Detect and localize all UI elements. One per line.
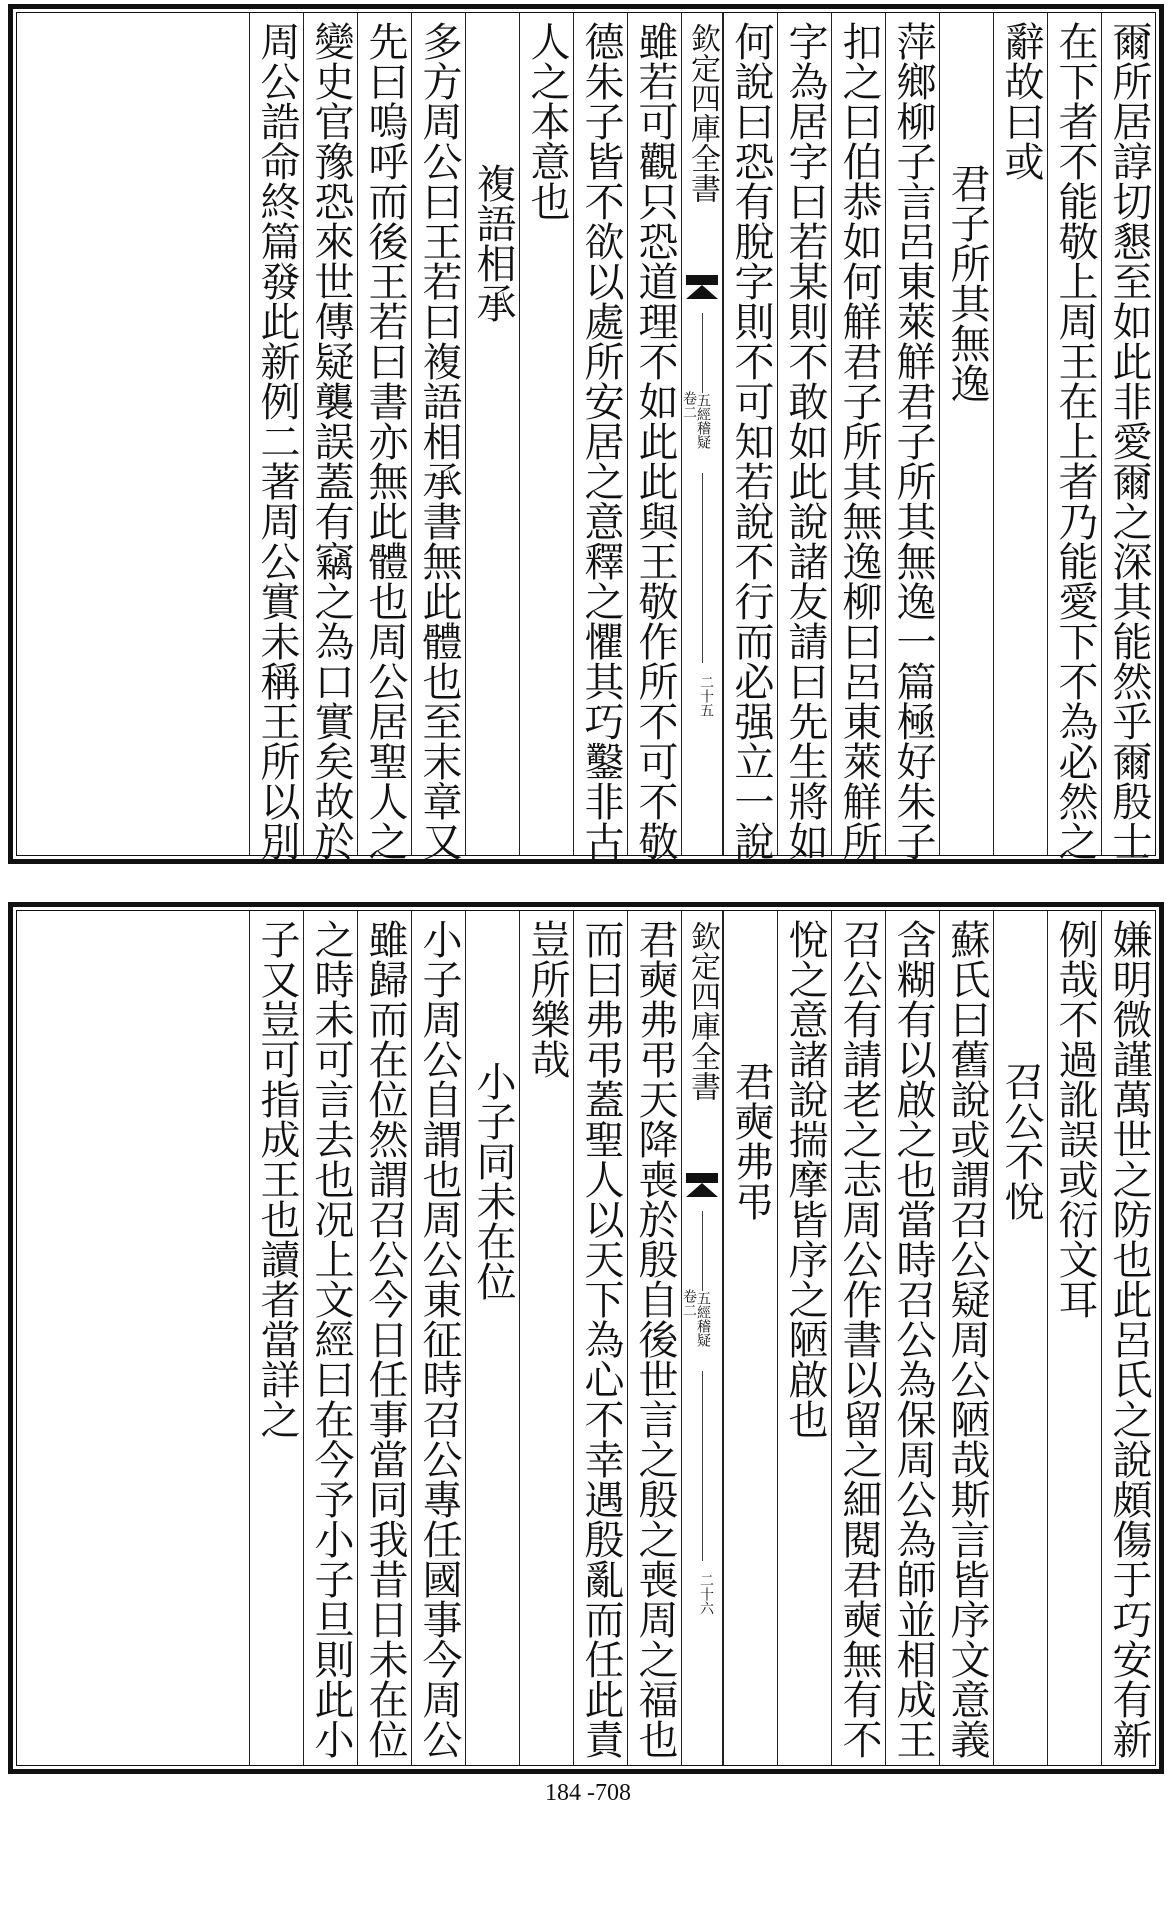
top-column <box>249 13 303 861</box>
top-column <box>627 13 681 861</box>
column-text: 人之本意也 <box>524 21 570 221</box>
top-column <box>777 13 831 861</box>
spine-title: 欽定四庫全書 <box>685 921 720 1101</box>
top-column <box>519 13 573 855</box>
top-columns <box>17 13 1155 861</box>
column-text: 周公誥命終篇發此新例二著周公實未稱王所以別 <box>254 21 300 861</box>
bottom-column <box>519 911 573 1765</box>
section-heading: 小子同未在位 <box>470 1061 516 1301</box>
spine-rule <box>702 1211 703 1291</box>
column-text: 雖歸而在位然謂召公今日任事當同我昔日未在位 <box>362 919 408 1759</box>
bottom-page <box>8 902 1164 1774</box>
column-text: 萍鄉柳子言呂東萊觧君子所其無逸一篇極好朱子 <box>890 21 936 861</box>
spine-book-title: 五經稽疑 <box>695 393 711 449</box>
bottom-column <box>303 911 357 1765</box>
top-column <box>303 13 357 861</box>
top-column <box>939 13 993 855</box>
column-text: 豈所樂哉 <box>524 919 570 1079</box>
top-column <box>465 13 519 855</box>
section-heading: 召公不悅 <box>998 1061 1044 1221</box>
top-column <box>1047 13 1101 861</box>
column-text: 扣之曰伯恭如何觧君子所其無逸柳曰呂東萊觧所 <box>836 21 882 861</box>
bottom-column <box>411 911 465 1765</box>
column-text: 悅之意諸說揣摩皆序之陋啟也 <box>782 919 828 1439</box>
bottom-column <box>777 911 831 1765</box>
spine-rule <box>702 1371 703 1561</box>
bottom-column <box>627 911 681 1765</box>
spine-book-title: 五經稽疑 <box>695 1291 711 1347</box>
section-heading: 君子所其無逸 <box>944 163 990 403</box>
bottom-column <box>993 911 1047 1765</box>
spine-page-number: 二十六 <box>698 1573 714 1615</box>
column-text: 字為居字曰若某則不敢如此說諸友請曰先生將如 <box>782 21 828 861</box>
top-column <box>885 13 939 861</box>
bottom-column <box>573 911 627 1765</box>
top-column <box>573 13 627 861</box>
column-text: 爾所居諄切懇至如此非愛爾之深其能然乎爾殷士 <box>1106 21 1152 861</box>
column-text: 變史官豫恐來世傳疑襲誤蓋有竊之為口實矣故於 <box>308 21 354 861</box>
bottom-column <box>357 911 411 1765</box>
column-text: 小子周公自謂也周公東征時召公專任國事今周公 <box>416 919 462 1759</box>
bottom-column <box>465 911 519 1765</box>
bottom-column <box>249 911 303 1765</box>
section-heading: 君奭弗弔 <box>728 1061 774 1221</box>
bottom-column <box>885 911 939 1765</box>
bottom-column <box>723 911 777 1765</box>
spine-rule <box>702 313 703 393</box>
spine-page-number: 二十五 <box>698 675 714 717</box>
column-text: 而曰弗弔蓋聖人以天下為心不幸遇殷亂而任此責 <box>578 919 624 1759</box>
top-column <box>357 13 411 861</box>
column-text: 何說曰恐有脫字則不可知若說不行而必强立一說 <box>728 21 774 861</box>
top-column <box>723 13 777 861</box>
top-column <box>411 13 465 861</box>
fishtail-mark-icon <box>686 275 718 299</box>
spine-title: 欽定四庫全書 <box>685 23 720 203</box>
column-text: 子又豈可指成王也讀者當詳之 <box>254 919 300 1439</box>
top-column <box>1101 13 1155 861</box>
column-text: 多方周公曰王若曰複語相承書無此體也至末章又 <box>416 21 462 861</box>
bottom-column <box>1047 911 1101 1765</box>
page-footer-label: 184 -708 <box>545 1780 631 1806</box>
spine-juan: 卷二 <box>681 1289 697 1317</box>
spine-center <box>681 13 723 855</box>
bottom-column <box>1101 911 1155 1765</box>
column-text: 辭故曰或 <box>998 21 1044 181</box>
bottom-column <box>831 911 885 1765</box>
column-text: 含糊有以啟之也當時召公為保周公為師並相成王 <box>890 919 936 1759</box>
top-column <box>993 13 1047 855</box>
column-text: 雖若可觀只恐道理不如此此與王敬作所不可不敬 <box>632 21 678 861</box>
top-page <box>8 4 1164 864</box>
top-column <box>831 13 885 861</box>
column-text: 在下者不能敬上周王在上者乃能愛下不為必然之 <box>1052 21 1098 861</box>
column-text: 嫌明微謹萬世之防也此呂氏之說頗傷于巧安有新 <box>1106 919 1152 1759</box>
bottom-columns <box>17 911 1155 1765</box>
column-text: 君奭弗弔天降喪於殷自後世言之殷之喪周之福也 <box>632 919 678 1759</box>
column-text: 之時未可言去也况上文經曰在今予小子旦則此小 <box>308 919 354 1759</box>
spine-juan: 卷二 <box>681 391 697 419</box>
spine-center <box>681 911 723 1765</box>
column-text: 蘇氏曰舊說或謂召公疑周公陋哉斯言皆序文意義 <box>944 919 990 1759</box>
column-text: 先曰嗚呼而後王若曰書亦無此體也周公居聖人之 <box>362 21 408 861</box>
bottom-column <box>939 911 993 1765</box>
spine-rule <box>702 473 703 663</box>
column-text: 例哉不過訛誤或衍文耳 <box>1052 919 1098 1319</box>
section-heading: 複語相承 <box>470 163 516 323</box>
column-text: 召公有請老之志周公作書以留之細閱君奭無有不 <box>836 919 882 1759</box>
fishtail-mark-icon <box>686 1173 718 1197</box>
column-text: 德朱子皆不欲以處所安居之意釋之懼其巧鑿非古 <box>578 21 624 861</box>
